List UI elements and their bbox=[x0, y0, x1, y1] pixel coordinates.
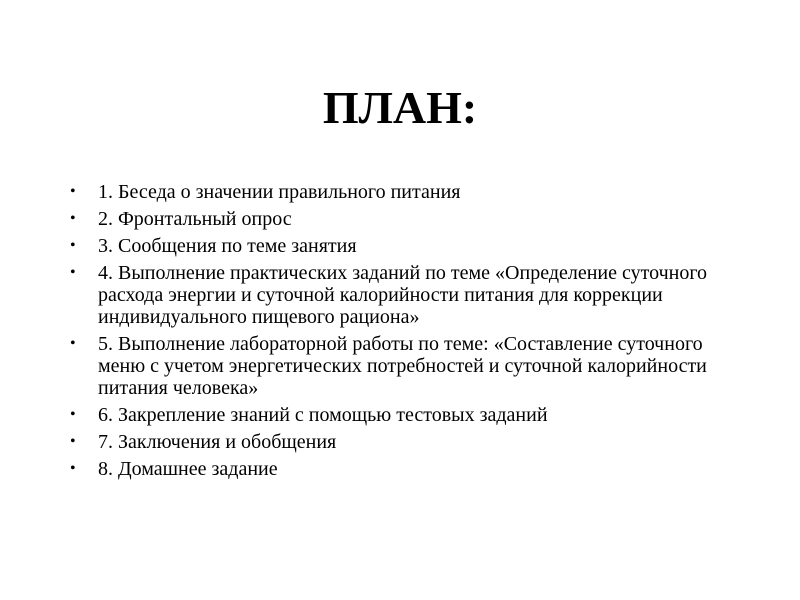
list-item-text: 8. Домашнее задание bbox=[98, 458, 278, 480]
list-item bbox=[70, 404, 750, 426]
plan-list bbox=[70, 181, 750, 485]
list-item bbox=[70, 235, 750, 257]
list-item-text: 1. Беседа о значении правильного питания bbox=[98, 181, 461, 203]
list-item bbox=[70, 208, 750, 230]
list-item-text: 7. Заключения и обобщения bbox=[98, 431, 337, 453]
bullet-icon: • bbox=[70, 460, 76, 477]
bullet-icon: • bbox=[70, 433, 76, 450]
list-item bbox=[70, 458, 750, 480]
bullet-icon: • bbox=[70, 335, 76, 352]
list-item bbox=[70, 181, 750, 203]
list-item bbox=[70, 431, 750, 453]
list-item-text: 5. Выполнение лабораторной работы по теме: «Составление суточного меню с учетом энергетических потребностей и суточной калорийности питания человека» bbox=[98, 333, 707, 399]
list-item-text: 6. Закрепление знаний с помощью тестовых заданий bbox=[98, 404, 548, 426]
bullet-icon: • bbox=[70, 237, 76, 254]
list-item bbox=[70, 333, 750, 399]
bullet-icon: • bbox=[70, 183, 76, 200]
list-item bbox=[70, 262, 750, 328]
bullet-icon: • bbox=[70, 406, 76, 423]
bullet-icon: • bbox=[70, 210, 76, 227]
slide-title: ПЛАН: bbox=[322, 82, 478, 133]
list-item-text: 4. Выполнение практических заданий по теме «Определение суточного расхода энергии и суточной калорийности питания для коррекции индивидуального пищевого рациона» bbox=[98, 262, 708, 328]
bullet-icon: • bbox=[70, 264, 76, 281]
list-item-text: 2. Фронтальный опрос bbox=[98, 208, 292, 230]
list-item-text: 3. Сообщения по теме занятия bbox=[98, 235, 357, 257]
